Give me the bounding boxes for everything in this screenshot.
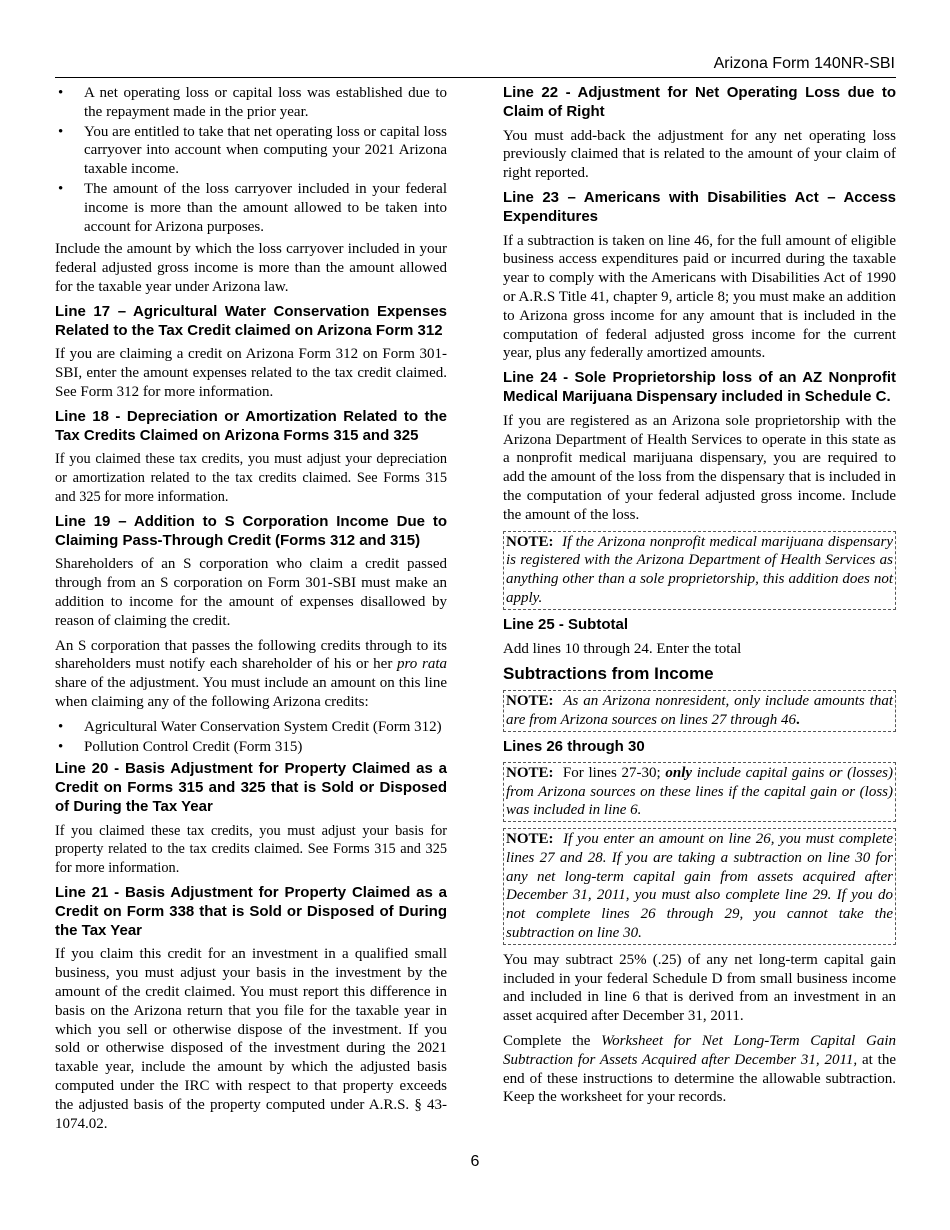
note-box [503,828,896,945]
section-heading-line-18: Line 18 - Depreciation or Amortization Related to the Tax Credits Claimed on Arizona Forms 315 and 325 [55,407,447,444]
list-item: • A net operating loss or capital loss was established due to the repayment made in the prior year. [55,84,447,122]
list-item: • The amount of the loss carryover included in your federal income is more than the amount allowed to be taken into account for Arizona purposes. [55,180,447,236]
note-text: For lines 27-30; [562,764,666,781]
section-heading-line-24: Line 24 - Sole Proprietorship loss of an AZ Nonprofit Medical Marijuana Dispensary included in Schedule C. [503,369,896,405]
credits-list [55,718,447,757]
left-column [55,84,447,1139]
form-title: Arizona Form 140NR-SBI [713,55,895,72]
note-emphasis: only [665,764,693,781]
note-box [503,762,896,822]
note-period: . [796,712,800,729]
paragraph: If you claim this credit for an investment in a qualified small business, you must adjust your basis in the investment by the amount of the credit claimed. You must report this difference in basis on the Arizona return that you file for the taxable year in which you sell or otherwise dispose of the investment. If you sold or otherwise disposed of the investment during the 2021 taxable year, include the amount by which the adjusted basis computed under the IRC with respect to that property exceeds the adjusted basis of the property computed under A.R.S. § 43-1074.02. [55,946,447,1132]
emphasis: pro rata [397,656,447,673]
paragraph: If you claimed these tax credits, you must adjust your basis for property related to the tax credits claimed. See Forms 315 and 325 for more information. [55,822,447,877]
section-heading-line-23: Line 23 – Americans with Disabilities Act – Access Expenditures [503,188,896,225]
header-rule [55,77,896,78]
note-label: NOTE: [506,764,554,781]
paragraph: You may subtract 25% (.25) of any net long-term capital gain included in your federal Schedule D from small business income and included in line 6 that is derived from an investment in an asset acquired after December 31, 2011. [503,951,896,1025]
loss-conditions-list [55,84,447,236]
paragraph: If you claimed these tax credits, you must adjust your depreciation or amortization related to the tax credits claimed. See Forms 315 and 325 for more information. [55,451,447,505]
section-heading-subtractions: Subtractions from Income [503,664,714,684]
worksheet-title: Worksheet for Net Long-Term Capital Gain Subtraction for Assets Acquired after December 31, 2011, [503,1033,896,1068]
paragraph: If you are registered as an Arizona sole proprietorship with the Arizona Department of Health Services to operate in this state as a nonprofit medical marijuana dispensary, you are required to add the amount of the loss from the dispensary that is included in the computation of your federal adjusted gross income. Include the amount of the loss. [503,412,896,523]
note-box [503,531,896,610]
note-text: If you enter an amount on line 26, you must complete lines 27 and 28. If you are taking a subtraction on line 30 for any net long-term capital gain from assets acquired after December 31, 2011, you must also complete line 29. If you do not complete lines 26 through 29, you cannot take the subtraction on line 30. [506,831,893,942]
note-text: As an Arizona nonresident, only include amounts that are from Arizona sources on lines 27 through 46 [506,693,893,729]
paragraph [503,1032,896,1107]
paragraph: Include the amount by which the loss carryover included in your federal adjusted gross income is more than the amount allowed for the taxable year under Arizona law. [55,241,447,295]
section-heading-line-21: Line 21 - Basis Adjustment for Property Claimed as a Credit on Form 338 that is Sold or Disposed of During the Tax Year [55,884,447,939]
section-heading-line-25: Line 25 - Subtotal [503,615,629,633]
text-run: at the end of these instructions to determine the allowable subtraction. Keep the worksheet for your records. [503,1051,896,1106]
note-box [503,690,896,732]
paragraph: If you are claiming a credit on Arizona Form 312 on Form 301-SBI, enter the amount expenses related to the tax credit claimed. See Form 312 for more information. [55,346,447,400]
section-heading-line-22: Line 22 - Adjustment for Net Operating Loss due to Claim of Right [503,84,896,120]
right-column [503,84,896,1113]
note-label: NOTE: [506,831,554,848]
section-heading-line-19: Line 19 – Addition to S Corporation Income Due to Claiming Pass-Through Credit (Forms 312 and 315) [55,512,447,549]
list-item: • Pollution Control Credit (Form 315) [55,738,447,757]
note-text: If the Arizona nonprofit medical marijuana dispensary is registered with the Arizona Department of Health Services as anything other than a sole proprietorship, this addition does not apply. [506,533,893,606]
section-heading-line-17: Line 17 – Agricultural Water Conservation Expenses Related to the Tax Credit claimed on Arizona Form 312 [55,302,447,339]
list-item: • Agricultural Water Conservation System Credit (Form 312) [55,718,447,737]
section-heading-lines-26-30: Lines 26 through 30 [503,737,645,755]
list-item: • You are entitled to take that net operating loss or capital loss carryover into account when computing your 2021 Arizona taxable income. [55,123,447,179]
paragraph: If a subtraction is taken on line 46, for the full amount of eligible business access expenditures paid or incurred during the taxable year to comply with the Americans with Disabilities Act of 1990 or A.R.S Title 41, chapter 9, article 8; you must make an addition to Arizona gross income for any amount that is included in the computation of federal adjusted gross income for the current year, plus any federally amortized amounts. [503,232,896,362]
text-run: An S corporation that passes the following credits through to its shareholders must notify each shareholder of his or her [55,637,447,673]
paragraph: You must add-back the adjustment for any net operating loss previously claimed that is related to the amount of your claim of right reported. [503,127,896,182]
section-heading-line-20: Line 20 - Basis Adjustment for Property Claimed as a Credit on Forms 315 and 325 that is Sold or Disposed of During the Tax Year [55,760,447,815]
paragraph [55,637,447,712]
text-run: Complete the [503,1033,602,1050]
note-label: NOTE: [506,693,554,710]
page-number: 6 [470,1153,480,1170]
text-run: share of the adjustment. You must include an amount on this line when claiming any of the following Arizona credits: [55,675,447,710]
paragraph: Add lines 10 through 24. Enter the total [503,640,742,657]
paragraph: Shareholders of an S corporation who claim a credit passed through from an S corporation on Form 301-SBI must make an addition to income for the amount of expenses disallowed by reason of claiming the credit. [55,556,447,629]
note-text: include capital gains or (losses) from Arizona sources on these lines if the capital gain or (loss) was included in line 6. [506,764,894,819]
note-label: NOTE: [506,533,554,550]
